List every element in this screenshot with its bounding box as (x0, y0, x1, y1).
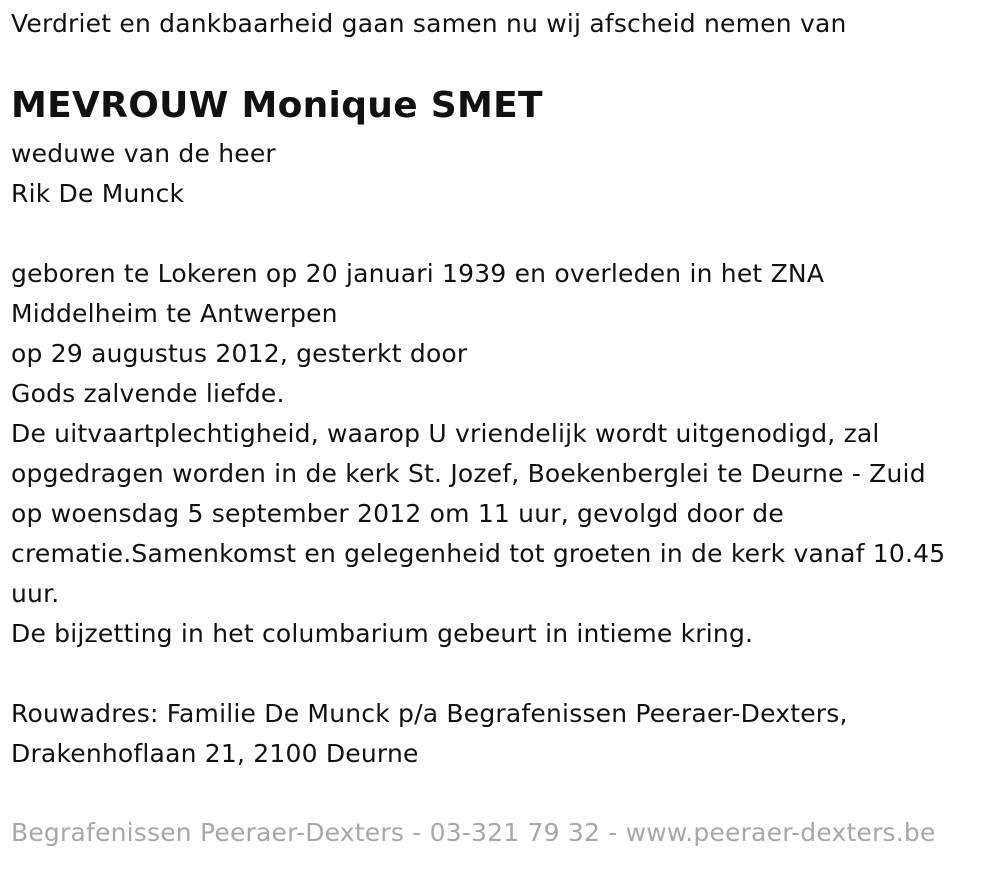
body-line-6: opgedragen worden in de kerk St. Jozef, Boekenberglei te Deurne - Zuid (11, 459, 926, 488)
intro-text: Verdriet en dankbaarheid gaan samen nu wij afscheid nemen van (11, 9, 847, 38)
body-line-1: geboren te Lokeren op 20 januari 1939 en overleden in het ZNA (11, 259, 825, 288)
body-line-9: uur. (11, 579, 60, 608)
body-line-5: De uitvaartplechtigheid, waarop U vriendelijk wordt uitgenodigd, zal (11, 419, 880, 448)
address-line-2: Drakenhoflaan 21, 2100 Deurne (11, 739, 419, 768)
body-line-10: De bijzetting in het columbarium gebeurt in intieme kring. (11, 619, 754, 648)
spouse-line-1: weduwe van de heer (11, 139, 276, 168)
body-line-8: crematie.Samenkomst en gelegenheid tot groeten in de kerk vanaf 10.45 (11, 539, 946, 568)
body-line-2: Middelheim te Antwerpen (11, 299, 338, 328)
address-line-1: Rouwadres: Familie De Munck p/a Begrafenissen Peeraer-Dexters, (11, 699, 848, 728)
body-line-4: Gods zalvende liefde. (11, 379, 285, 408)
spouse-line-2: Rik De Munck (11, 179, 185, 208)
deceased-name: MEVROUW Monique SMET (11, 85, 543, 126)
body-line-7: op woensdag 5 september 2012 om 11 uur, gevolgd door de (11, 499, 784, 528)
obituary-notice (11, 0, 991, 870)
body-line-3: op 29 augustus 2012, gesterkt door (11, 339, 468, 368)
footer-contact: Begrafenissen Peeraer-Dexters - 03-321 79 32 - www.peeraer-dexters.be (11, 818, 936, 847)
